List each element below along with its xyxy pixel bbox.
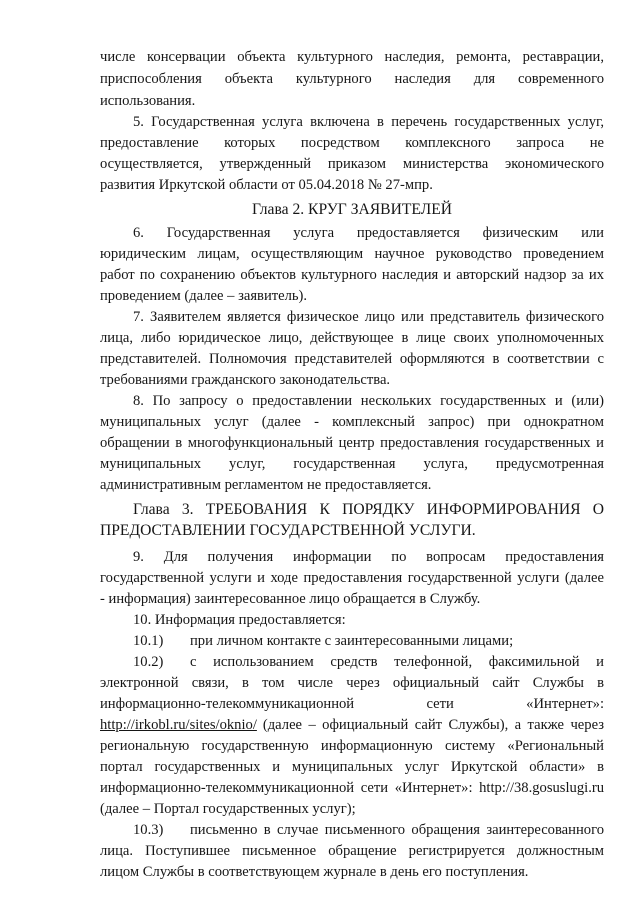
text-line: региональную государственную информационную систему «Региональный	[100, 738, 604, 754]
paragraph-10: 10. Информация предоставляется:	[133, 612, 346, 628]
text-line: муниципальных услуг, государственная услуга, предусмотренная	[100, 456, 604, 472]
text-line: лицом Службы в соответствующем журнале в день его поступления.	[100, 864, 529, 880]
text-line: обращении в многофункциональный центр предоставления государственных и	[100, 435, 604, 451]
text-line	[100, 716, 604, 735]
text-line: проведением (далее – заявитель).	[100, 288, 308, 304]
item-number: 10.1)	[133, 633, 164, 649]
item-number: 10.3)	[133, 822, 164, 838]
item-number: 10.2)	[133, 654, 164, 670]
paragraph-7: 7. Заявителем является физическое лицо или представитель физического	[133, 309, 604, 325]
text-line: (далее – Портал государственных услуг);	[100, 801, 356, 817]
text-line: лица, либо юридическое лицо, действующее в лице своих уполномоченных	[100, 330, 604, 346]
text-line: работ по сохранению объектов культурного наследия и авторский надзор за их	[100, 267, 604, 283]
text-line: (далее – официальный сайт Службы), а также через	[262, 717, 604, 733]
text-line: портал государственных и муниципальных услуг Иркутской области» в	[100, 759, 604, 775]
text-line: лица. Поступившее письменное обращение регистрируется должностным	[100, 843, 604, 859]
text-line: - информация) заинтересованное лицо обращается в Службу.	[100, 591, 481, 607]
text-line: с использованием средств телефонной, факсимильной и	[190, 654, 604, 670]
paragraph-6: 6. Государственная услуга предоставляется физическим или	[133, 225, 604, 241]
paragraph-8: 8. По запросу о предоставлении нескольких государственных и (или)	[133, 393, 604, 409]
text-line: приспособления объекта культурного наследия для современного	[100, 71, 604, 87]
text-line: осуществляется, утвержденный приказом министерства экономического	[100, 156, 604, 172]
text-line: электронной связи, в том числе через официальный сайт Службы в	[100, 675, 604, 691]
text-line: муниципальных услуг (далее - комплексный запрос) при однократном	[100, 414, 604, 430]
chapter-3-heading-cont: ПРЕДОСТАВЛЕНИИ ГОСУДАРСТВЕННОЙ УСЛУГИ.	[100, 522, 476, 539]
chapter-3-heading: Глава 3. ТРЕБОВАНИЯ К ПОРЯДКУ ИНФОРМИРОВАНИЯ О	[133, 501, 604, 518]
text-line: использования.	[100, 93, 196, 109]
paragraph-9: 9. Для получения информации по вопросам предоставления	[133, 549, 604, 565]
text-line: информационно-телекоммуникационной сети «Интернет»: http://38.gosuslugi.ru	[100, 780, 604, 796]
chapter-2-heading: Глава 2. КРУГ ЗАЯВИТЕЛЕЙ	[251, 201, 453, 218]
text-line: юридическим лицам, осуществляющим научное руководство проведением	[100, 246, 604, 262]
text-line: письменно в случае письменного обращения заинтересованного	[190, 822, 604, 838]
text-line: представителей. Полномочия представителей оформляются в соответствии с	[100, 351, 604, 367]
text-line: государственной услуги и ходе предоставления государственной услуги (далее	[100, 570, 604, 586]
paragraph-5: 5. Государственная услуга включена в перечень государственных услуг,	[133, 114, 604, 130]
text-line: информационно-телекоммуникационной сети «Интернет»:	[100, 696, 604, 712]
text-line: развития Иркутской области от 05.04.2018 № 27-мпр.	[100, 177, 433, 193]
official-site-link[interactable]: http://irkobl.ru/sites/oknio/	[100, 717, 257, 733]
text-line: административным регламентом не предоставляется.	[100, 477, 432, 493]
text-line: предоставление которых посредством комплексного запроса не	[100, 135, 604, 151]
text-line: числе консервации объекта культурного наследия, ремонта, реставрации,	[100, 49, 604, 65]
text-line: требованиями гражданского законодательства.	[100, 372, 391, 388]
text-line: при личном контакте с заинтересованными лицами;	[190, 633, 514, 649]
